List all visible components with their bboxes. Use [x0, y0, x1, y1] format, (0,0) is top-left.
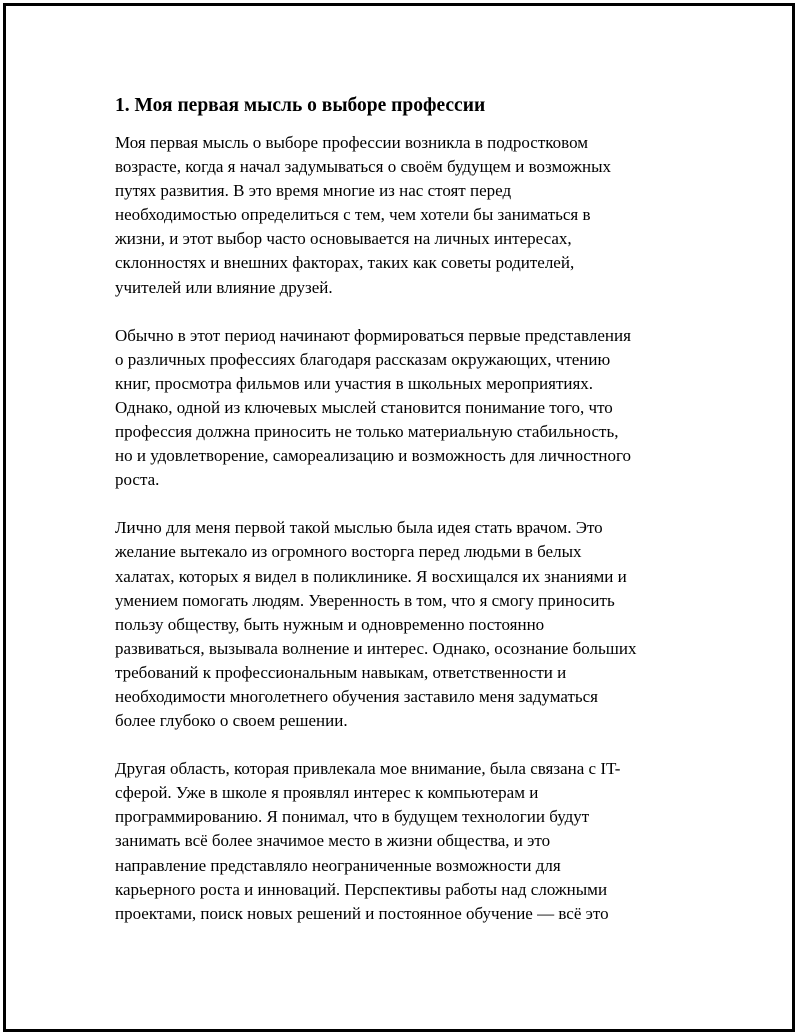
- text-line: Обычно в этот период начинают формироваться первые представления: [115, 325, 631, 345]
- text-line: пользу обществу, быть нужным и одновременно постоянно: [115, 614, 545, 634]
- text-line: халатах, которых я видел в поликлинике. Я восхищался их знаниями и: [115, 566, 627, 586]
- paragraph-4: [115, 757, 695, 926]
- text-line: о различных профессиях благодаря рассказам окружающих, чтению: [115, 349, 611, 369]
- text-line: занимать всё более значимое место в жизни общества, и это: [115, 831, 551, 851]
- text-line: но и удовлетворение, самореализацию и возможность для личностного: [115, 446, 632, 466]
- text-line: развиваться, вызывала волнение и интерес. Однако, осознание больших: [115, 638, 637, 658]
- text-line: более глубоко о своем решении.: [115, 711, 348, 731]
- section-heading: 1. Моя первая мысль о выборе профессии: [115, 95, 486, 116]
- text-line: программированию. Я понимал, что в будущем технологии будут: [115, 807, 590, 827]
- text-line: сферой. Уже в школе я проявлял интерес к компьютерам и: [115, 783, 539, 803]
- paragraph-2: [115, 324, 695, 493]
- text-line: требований к профессиональным навыкам, ответственности и: [115, 662, 567, 682]
- text-line: необходимостью определиться с тем, чем хотели бы заниматься в: [115, 205, 591, 225]
- text-line: книг, просмотра фильмов или участия в школьных мероприятиях.: [115, 373, 594, 393]
- text-line: Лично для меня первой такой мыслью была идея стать врачом. Это: [115, 518, 603, 538]
- text-line: направление представляло неограниченные возможности для: [115, 855, 561, 875]
- paragraph-3: [115, 516, 695, 733]
- text-line: учителей или влияние друзей.: [115, 277, 333, 297]
- text-line: жизни, и этот выбор часто основывается на личных интересах,: [115, 229, 572, 249]
- text-line: желание вытекало из огромного восторга перед людьми в белых: [115, 542, 582, 562]
- document-body: [115, 93, 695, 950]
- text-line: путях развития. В это время многие из нас стоят перед: [115, 181, 512, 201]
- text-line: Моя первая мысль о выборе профессии возникла в подростковом: [115, 133, 589, 152]
- text-line: Другая область, которая привлекала мое внимание, была связана с IT-: [115, 759, 621, 779]
- text-line: карьерного роста и инноваций. Перспективы работы над сложными: [115, 879, 608, 899]
- text-line: умением помогать людям. Уверенность в том, что я смогу приносить: [115, 590, 615, 610]
- text-line: профессия должна приносить не только материальную стабильность,: [115, 422, 619, 442]
- text-line: склонностях и внешних факторах, таких как советы родителей,: [115, 253, 575, 273]
- text-line: роста.: [115, 470, 160, 490]
- text-line: необходимости многолетнего обучения заставило меня задуматься: [115, 686, 598, 706]
- paragraph-1: [115, 131, 695, 300]
- text-line: проектами, поиск новых решений и постоянное обучение — всё это: [115, 903, 609, 923]
- text-line: возрасте, когда я начал задумываться о своём будущем и возможных: [115, 157, 612, 177]
- text-line: Однако, одной из ключевых мыслей становится понимание того, что: [115, 397, 613, 417]
